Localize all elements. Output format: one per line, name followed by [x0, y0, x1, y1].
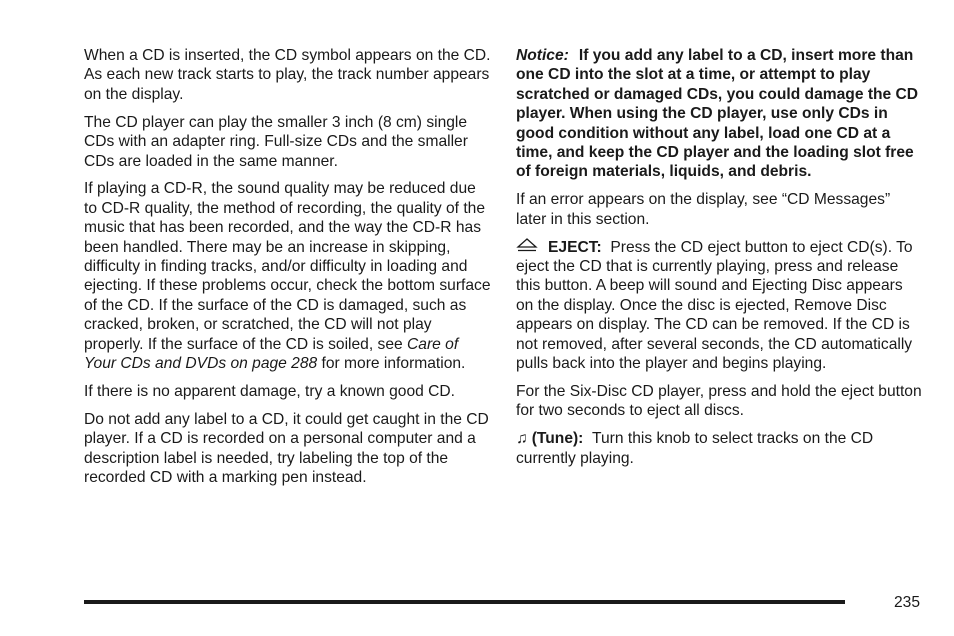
eject-text: Press the CD eject button to eject CD(s). To eject the CD that is currently playing, press and release this button. A beep will sound and Ejecting Disc appears on the display. Once the disc is ejected, Remove Disc appears on display. The CD can be removed. If the CD is not removed, after several seconds, the CD automatically pulls back into the player and begins playing. [516, 238, 913, 373]
notice-label: Notice: [516, 47, 569, 64]
page-number: 235 [893, 594, 920, 611]
error-paragraph: If an error appears on the display, see “CD Messages” later in this section. [516, 191, 891, 228]
tune-label: (Tune): [531, 430, 584, 448]
eject-paragraph [516, 238, 924, 374]
six-disc-paragraph: For the Six-Disc CD player, press and hold the eject button for two seconds to eject all discs. [516, 383, 922, 420]
cd-r-paragraph [84, 179, 492, 373]
footer-rule [84, 600, 845, 604]
tune-paragraph [516, 429, 924, 468]
label-paragraph: Do not add any label to a CD, it could get caught in the CD player. If a CD is recorded on a personal computer and a description label is needed, try labeling the top of the recorded CD with a marking pen instead. [84, 410, 489, 487]
eject-icon [516, 238, 538, 252]
tune-text: Turn this knob to select tracks on the CD currently playing. [516, 430, 874, 467]
right-column [516, 46, 924, 477]
music-note-icon: ♫ [516, 430, 528, 448]
care-of-cds-reference: Care of Your CDs and DVDs on page 288 [84, 335, 459, 373]
no-damage-paragraph: If there is no apparent damage, try a known good CD. [84, 383, 455, 400]
notice-paragraph [516, 46, 924, 182]
cd-r-tail: for more information. [321, 355, 466, 373]
eject-label: EJECT: [548, 238, 602, 256]
left-column [84, 46, 492, 496]
cd-r-text: If playing a CD-R, the sound quality may be reduced due to CD-R quality, the method of recording, the quality of the music that has been recorded, and the way the CD-R has been handled. There may be an increase in skipping, difficulty in finding tracks, and/or difficulty in loading and ejecting. If these problems occur, check the bottom surface of the CD. If the surface of the CD is damaged, such as cracked, broken, or scratched, the CD will not play properly. If the surface of the CD is soiled, see [84, 180, 491, 353]
notice-text: If you add any label to a CD, insert more than one CD into the slot at a time, or attempt to play scratched or damaged CDs, you could damage the CD player. When using the CD player, use only CDs in good condition without any label, load one CD at a time, and keep the CD player and the loading slot free of foreign materials, liquids, and debris. [516, 47, 919, 181]
small-cd-paragraph: The CD player can play the smaller 3 inch (8 cm) single CDs with an adapter ring. Full-size CDs and the smaller CDs are loaded in the same manner. [84, 113, 468, 170]
cd-symbol-paragraph: When a CD is inserted, the CD symbol appears on the CD. As each new track starts to play, the track number appears on the display. [84, 47, 491, 103]
